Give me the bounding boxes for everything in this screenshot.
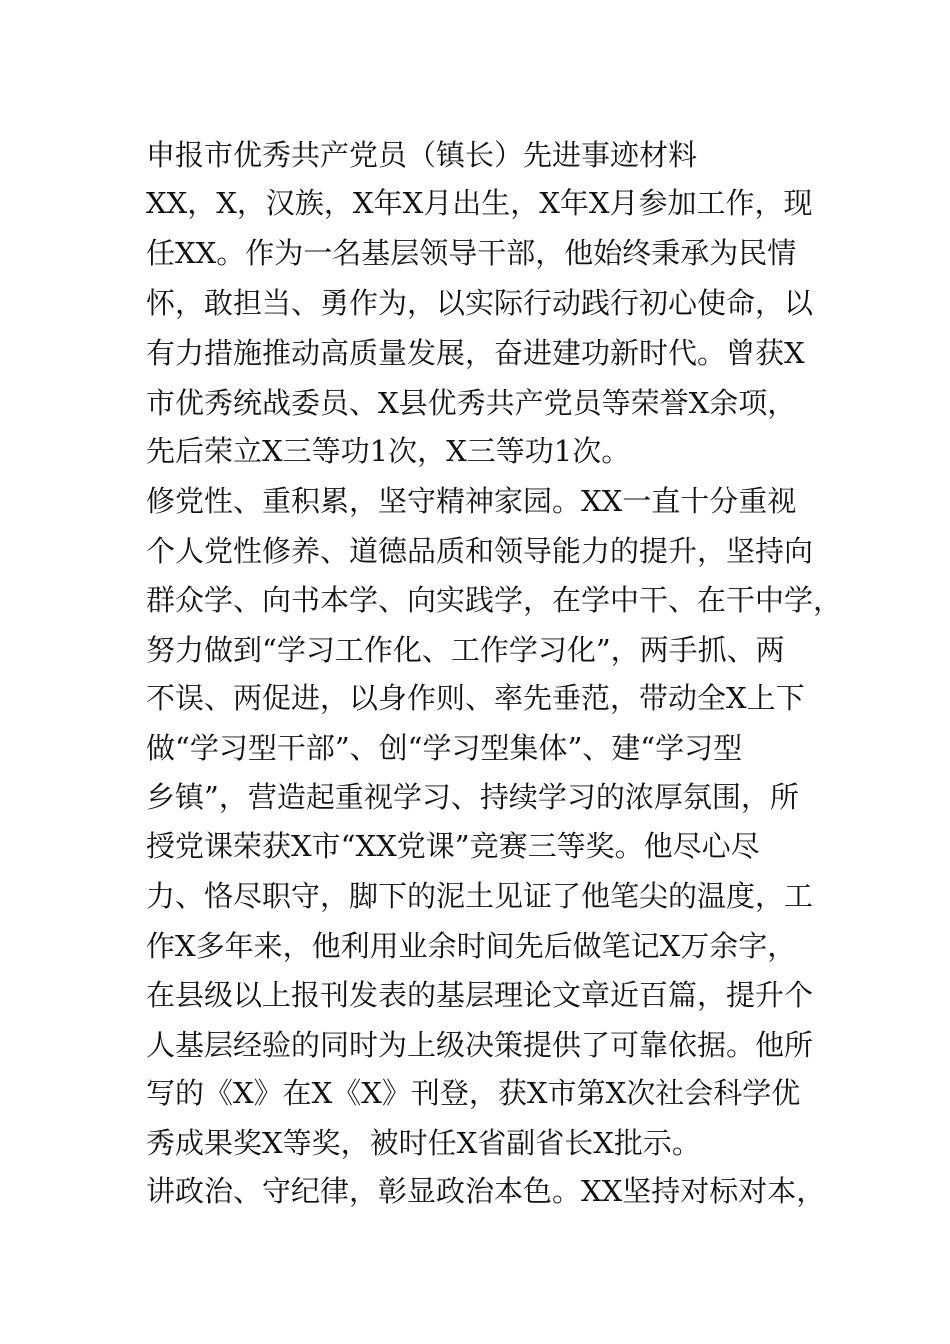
text-line: 市优秀统战委员、X县优秀共产党员等荣誉X余项， [146, 386, 797, 420]
text-line: 个人党性修养、道德品质和领导能力的提升，坚持向 [146, 534, 814, 568]
text-line: 群众学、向书本学、向实践学，在学中干、在干中学， [146, 583, 843, 617]
text-line: 任XX。作为一名基层领导干部，他始终秉承为民情 [146, 236, 797, 270]
text-line: 授党课荣获X市“XX党课”竞赛三等奖。他尽心尽 [146, 829, 760, 863]
text-line: 做“学习型干部”、创“学习型集体”、建“学习型 [146, 731, 743, 765]
text-line: 讲政治、守纪律，彰显政治本色。XX坚持对标对本， [146, 1174, 826, 1208]
text-line: 怀，敢担当、勇作为，以实际行动践行初心使命，以 [146, 286, 814, 320]
text-line: XX，X，汉族，X年X月出生，X年X月参加工作，现 [146, 186, 813, 220]
document-title: 申报市优秀共产党员（镇长）先进事迹材料 [146, 138, 698, 172]
text-line: 人基层经验的同时为上级决策提供了可靠依据。他所 [146, 1028, 814, 1062]
text-line: 努力做到“学习工作化、工作学习化”，两手抓、两 [146, 633, 785, 667]
text-line: 作X多年来，他利用业余时间先后做笔记X万余字， [146, 929, 797, 963]
text-line: 在县级以上报刊发表的基层理论文章近百篇，提升个 [146, 978, 814, 1012]
text-line: 力、恪尽职守，脚下的泥土见证了他笔尖的温度，工 [146, 879, 814, 913]
text-line: 写的《X》在X《X》刊登，获X市第X次社会科学优 [146, 1076, 801, 1110]
text-line: 修党性、重积累，坚守精神家园。XX一直十分重视 [146, 484, 797, 518]
text-line: 秀成果奖X等奖，被时任X省副省长X批示。 [146, 1126, 701, 1160]
text-line: 有力措施推动高质量发展，奋进建功新时代。曾获X [146, 336, 805, 370]
text-line: 先后荣立X三等功1次，X三等功1次。 [146, 434, 631, 468]
text-line: 不误、两促进，以身作则、率先垂范，带动全X上下 [146, 681, 805, 715]
text-line: 乡镇”，营造起重视学习、持续学习的浓厚氛围，所 [146, 780, 799, 814]
